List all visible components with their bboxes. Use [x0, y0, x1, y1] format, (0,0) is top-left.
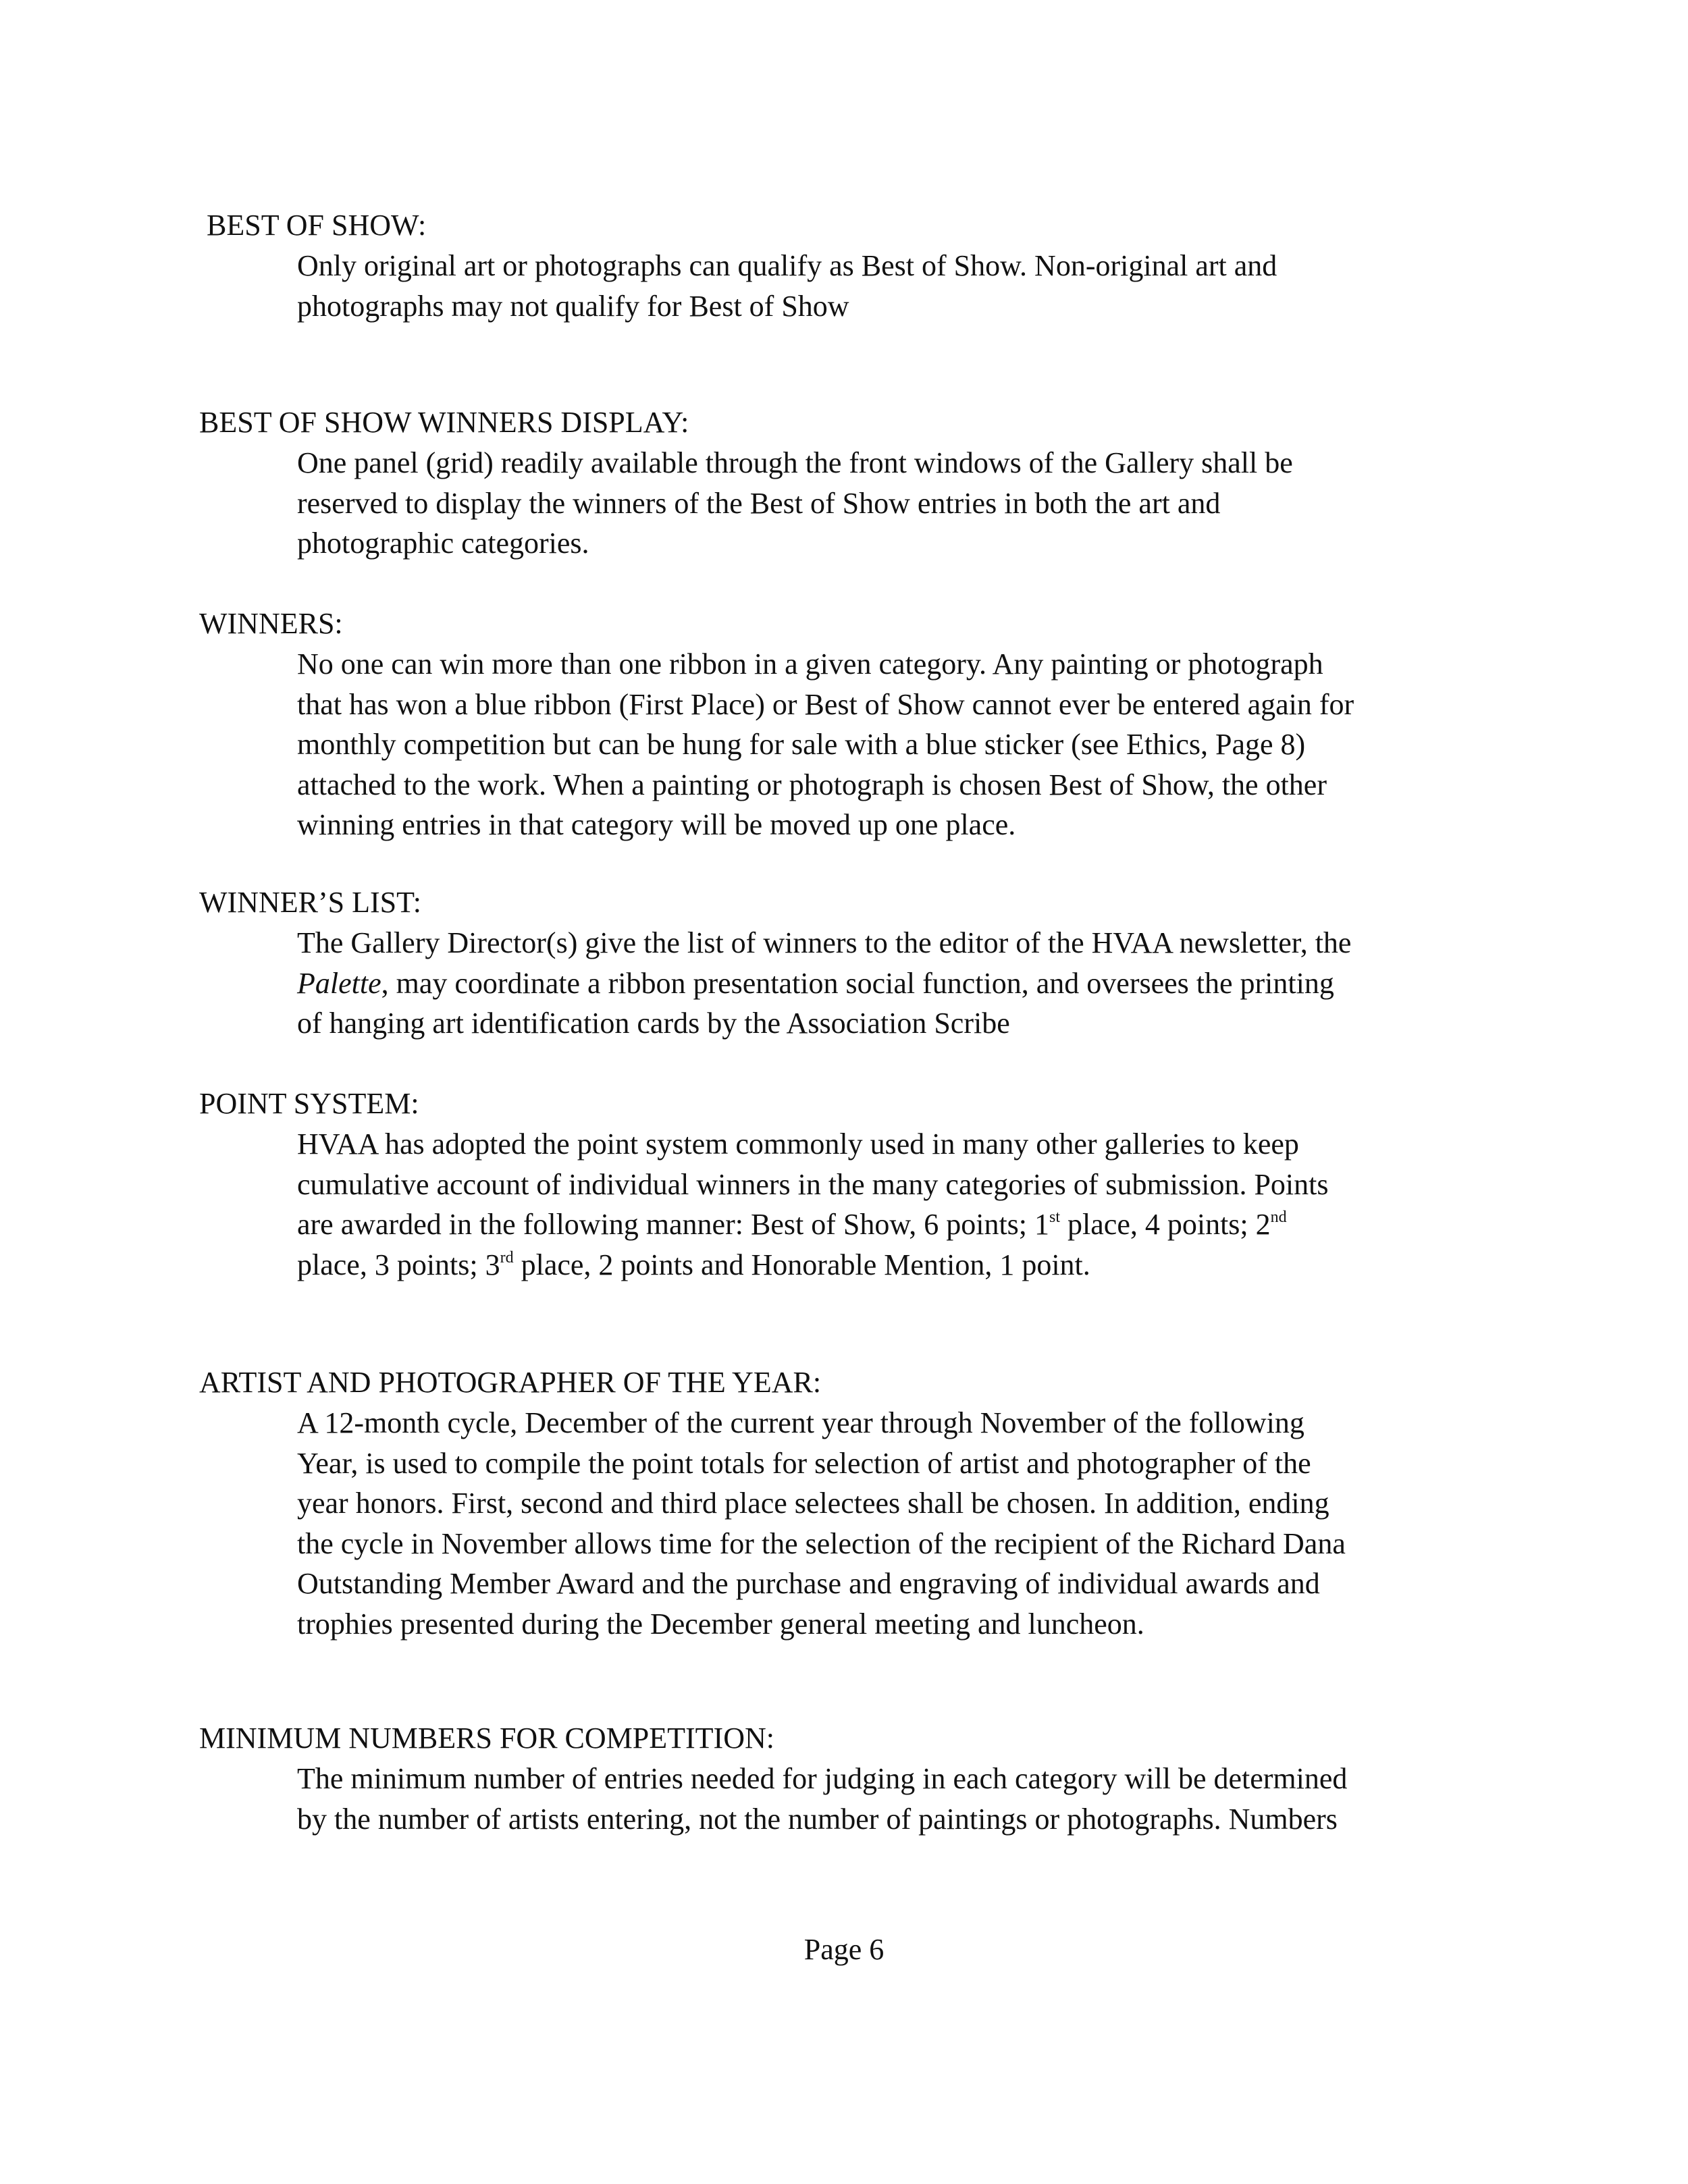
section-heading: ARTIST AND PHOTOGRAPHER OF THE YEAR: — [199, 1366, 822, 1399]
body-line: cumulative account of individual winners in the many categories of submission. Points — [297, 1167, 1329, 1201]
section-winners-list — [199, 882, 1516, 1044]
body-line: by the number of artists entering, not the number of paintings or photographs. Numbers — [297, 1802, 1338, 1836]
body-line: Year, is used to compile the point totals for selection of artist and photographer of the — [297, 1446, 1311, 1480]
body-text: are awarded in the following manner: Best of Show, 6 points; 1 — [297, 1208, 1050, 1241]
body-line: photographic categories. — [297, 527, 589, 560]
body-line: monthly competition but can be hung for sale with a blue sticker (see Ethics, Page 8) — [297, 728, 1306, 761]
body-text: place, 2 points and Honorable Mention, 1 point. — [513, 1248, 1090, 1281]
body-line: Only original art or photographs can qualify as Best of Show. Non-original art and — [297, 249, 1277, 282]
section-heading: BEST OF SHOW: — [199, 209, 427, 242]
section-winners — [199, 604, 1516, 845]
body-line: trophies presented during the December general meeting and luncheon. — [297, 1607, 1144, 1641]
body-line: The minimum number of entries needed for judging in each category will be determined — [297, 1762, 1348, 1795]
body-line: reserved to display the winners of the Best of Show entries in both the art and — [297, 486, 1221, 520]
section-heading: MINIMUM NUMBERS FOR COMPETITION: — [199, 1722, 774, 1755]
body-line: A 12-month cycle, December of the current year through November of the following — [297, 1406, 1304, 1439]
section-point-system — [199, 1084, 1516, 1285]
ordinal-suffix: rd — [500, 1248, 514, 1267]
section-body — [297, 923, 1516, 1044]
body-line: HVAA has adopted the point system commonly used in many other galleries to keep — [297, 1127, 1299, 1161]
section-body — [297, 1403, 1516, 1644]
section-body — [297, 443, 1516, 564]
section-heading: BEST OF SHOW WINNERS DISPLAY: — [199, 406, 689, 439]
body-line: The Gallery Director(s) give the list of winners to the editor of the HVAA newsletter, the — [297, 926, 1352, 959]
body-line — [297, 963, 1516, 1004]
body-line: photographs may not qualify for Best of Show — [297, 289, 849, 323]
page-number: Page 6 — [803, 1933, 885, 1966]
section-minimum-numbers — [199, 1718, 1516, 1839]
body-line: the cycle in November allows time for the selection of the recipient of the Richard Dana — [297, 1526, 1346, 1560]
section-body — [297, 1759, 1516, 1839]
section-artist-photographer-of-year — [199, 1362, 1516, 1644]
body-line: winning entries in that category will be moved up one place. — [297, 808, 1016, 841]
section-heading: WINNER’S LIST: — [199, 886, 421, 919]
body-line: One panel (grid) readily available through the front windows of the Gallery shall be — [297, 446, 1293, 479]
section-body — [297, 246, 1516, 326]
body-line: year honors. First, second and third place selectees shall be chosen. In addition, ending — [297, 1487, 1329, 1520]
body-line: that has won a blue ribbon (First Place) or Best of Show cannot ever be entered again for — [297, 687, 1354, 721]
body-line: No one can win more than one ribbon in a given category. Any painting or photograph — [297, 647, 1323, 681]
section-heading: WINNERS: — [199, 607, 343, 640]
body-line — [297, 1204, 1516, 1245]
body-line: Outstanding Member Award and the purchase and engraving of individual awards and — [297, 1567, 1320, 1600]
body-text: place, 3 points; 3 — [297, 1248, 500, 1281]
section-body — [297, 1124, 1516, 1285]
body-line: of hanging art identification cards by the Association Scribe — [297, 1007, 1010, 1040]
ordinal-suffix: nd — [1270, 1208, 1287, 1226]
section-best-of-show — [199, 205, 1516, 326]
body-text: place, 4 points; 2 — [1060, 1208, 1271, 1241]
body-line — [297, 1245, 1516, 1285]
body-line-continuation: , may coordinate a ribbon presentation social function, and oversees the printing — [381, 966, 1334, 1000]
section-body — [297, 644, 1516, 845]
section-best-of-show-winners-display — [199, 402, 1516, 564]
newsletter-title: Palette — [297, 966, 381, 1000]
section-heading: POINT SYSTEM: — [199, 1087, 419, 1120]
ordinal-suffix: st — [1049, 1208, 1061, 1226]
body-line: attached to the work. When a painting or photograph is chosen Best of Show, the other — [297, 768, 1327, 801]
